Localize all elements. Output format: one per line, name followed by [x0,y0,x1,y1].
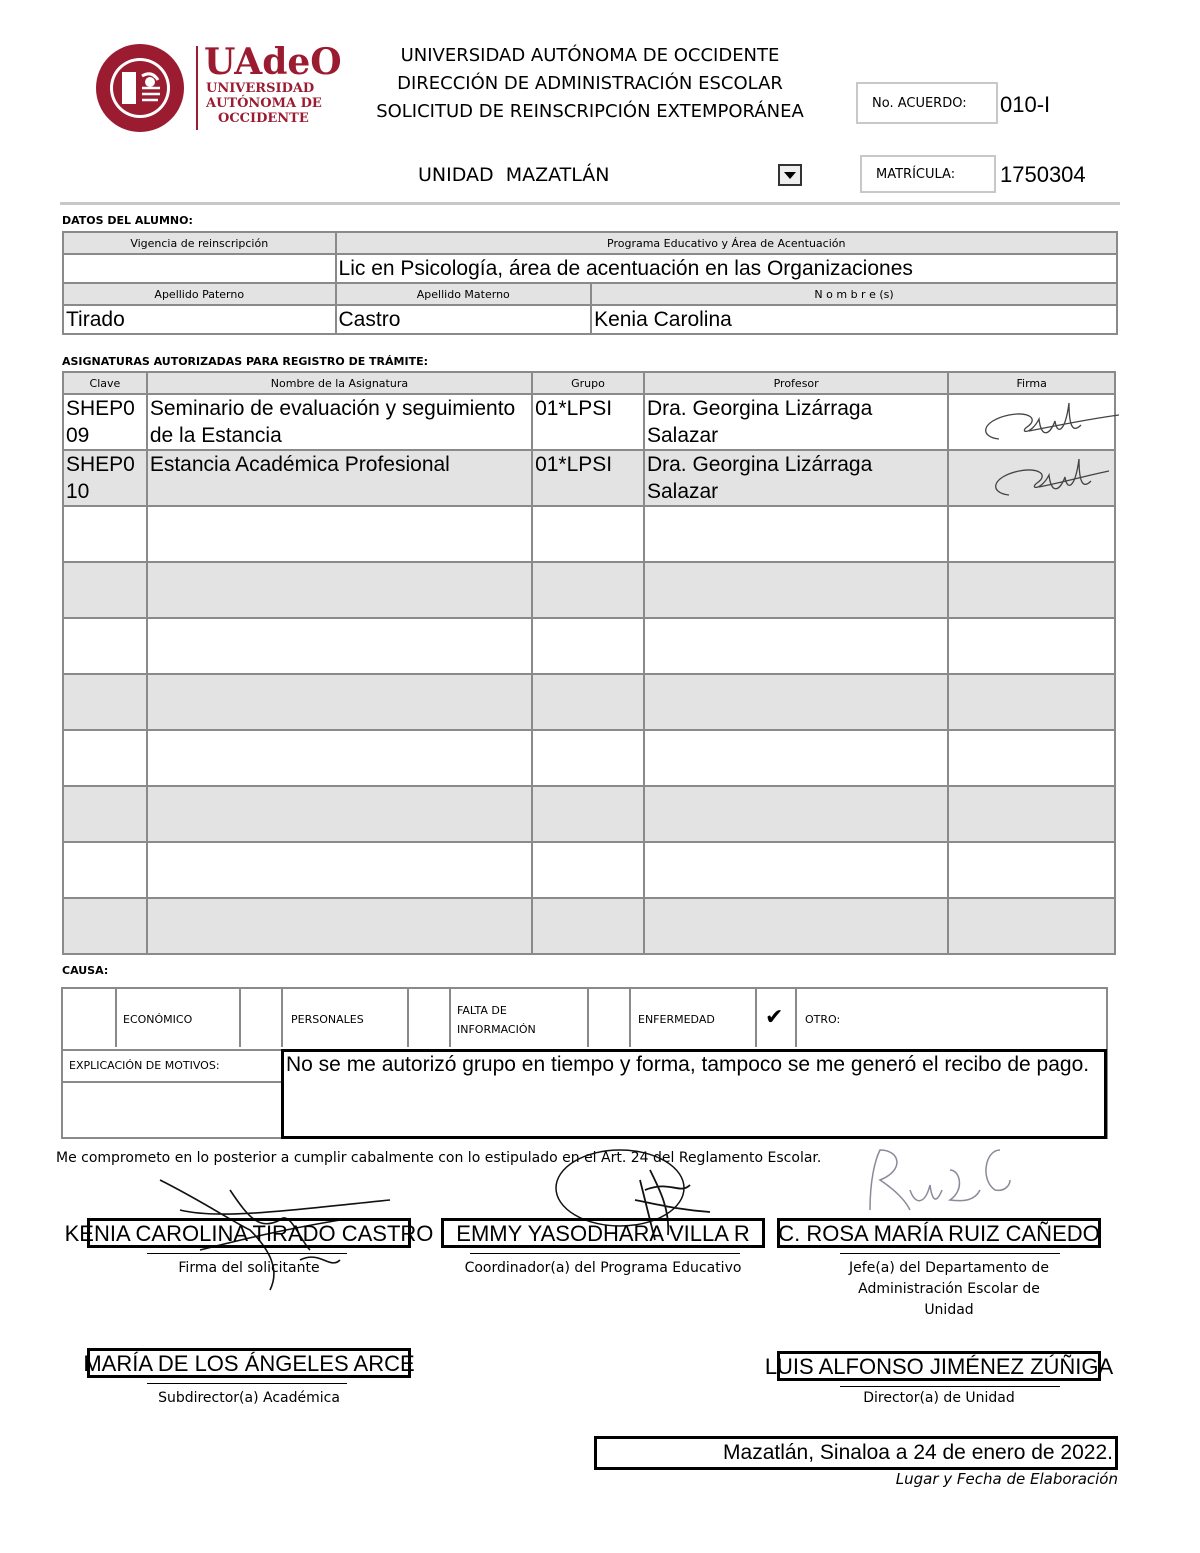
signature-line [840,1253,1060,1254]
grupo-cell[interactable] [532,730,644,786]
signature-role-jefe: Jefe(a) del Departamento de Administración Escolar de Unidad [849,1260,1049,1318]
signature-jefe-icon [850,1130,1030,1230]
profesor-cell[interactable] [644,842,948,898]
explicacion-label: EXPLICACIÓN DE MOTIVOS: [69,1059,220,1072]
table-row [63,506,1115,562]
nombre-cell[interactable] [147,730,532,786]
profesor-cell[interactable] [644,730,948,786]
table-row [63,618,1115,674]
grupo-cell[interactable] [532,562,644,618]
nombre-cell[interactable] [147,786,532,842]
signature-line [147,1253,347,1254]
student-section-label: DATOS DEL ALUMNO: [62,214,193,227]
signature-role-director: Director(a) de Unidad [863,1390,1015,1406]
nombre-field[interactable]: Kenia Carolina [591,305,1117,334]
unidad-value: UNIDAD MAZATLÁN [418,164,610,186]
logo-brand: UAdeO [204,41,342,83]
firma-cell[interactable] [948,674,1115,730]
grupo-cell[interactable] [532,842,644,898]
clave-cell[interactable] [63,842,147,898]
table-row [63,674,1115,730]
profesor-cell[interactable] [644,898,948,954]
matricula-label: MATRÍCULA: [860,155,996,193]
profesor-cell[interactable] [644,674,948,730]
firma-cell[interactable] [948,898,1115,954]
signature-name-subdirector[interactable]: MARÍA DE LOS ÁNGELES ARCE [87,1348,411,1378]
clave-cell[interactable] [63,786,147,842]
personales-label: PERSONALES [291,1013,364,1026]
explicacion-field[interactable] [281,1049,1107,1139]
student-table [62,231,1118,335]
grupo-cell[interactable] [532,786,644,842]
firma-cell[interactable] [948,394,1115,450]
firma-cell[interactable] [948,562,1115,618]
causa-box [61,987,1108,1139]
signature-name-jefe[interactable]: C. ROSA MARÍA RUIZ CAÑEDO [777,1218,1101,1248]
profesor-cell[interactable] [644,506,948,562]
nombre-cell[interactable] [147,618,532,674]
header-line2: DIRECCIÓN DE ADMINISTRACIÓN ESCOLAR [397,73,783,94]
firma-cell[interactable] [948,618,1115,674]
table-row [63,394,1115,450]
paterno-field[interactable]: Tirado [63,305,336,334]
acuerdo-value[interactable]: 010-I [1000,92,1051,117]
vigencia-header: Vigencia de reinscripción [63,232,336,254]
col-header-clave: Clave [63,372,147,394]
firma-cell[interactable] [948,730,1115,786]
acuerdo-label: No. ACUERDO: [856,82,998,124]
nombre-cell[interactable] [147,562,532,618]
grupo-cell[interactable] [532,506,644,562]
nombre-cell[interactable] [147,898,532,954]
programa-field[interactable]: Lic en Psicología, área de acentuación en las Organizaciones [336,254,1117,283]
clave-cell[interactable] [63,674,147,730]
materno-header: Apellido Materno [336,283,592,305]
falta-info-label: FALTA DE INFORMACIÓN [457,1004,536,1036]
profesor-cell[interactable] [644,786,948,842]
clave-cell[interactable]: SHEP0 10 [63,450,147,506]
enfermedad-label: ENFERMEDAD [638,1013,715,1026]
logo-line3: OCCIDENTE [218,111,309,126]
explicacion-text: No se me autorizó grupo en tiempo y forma, tampoco se me generó el recibo de pago. [286,1053,1090,1076]
university-logo [92,41,342,134]
signature-role-coordinador: Coordinador(a) del Programa Educativo [464,1260,742,1276]
logo-line1: UNIVERSIDAD [206,81,315,96]
nombre-cell[interactable]: Seminario de evaluación y seguimiento de la Estancia [147,394,532,450]
firma-cell[interactable] [948,786,1115,842]
table-row [63,562,1115,618]
otro-checkbox[interactable] [757,989,797,1047]
place-date-field[interactable] [594,1436,1118,1470]
subjects-table [62,371,1116,955]
commitment-text: Me comprometo en lo posterior a cumplir cabalmente con lo estipulado en el Art. 24 del Reglamento Escolar. [56,1150,822,1166]
clave-cell[interactable]: SHEP0 09 [63,394,147,450]
economico-checkbox[interactable] [63,989,117,1047]
grupo-cell[interactable]: 01*LPSI [532,394,644,450]
place-date-value: Mazatlán, Sinaloa a 24 de enero de 2022. [723,1441,1113,1464]
firma-cell[interactable] [948,506,1115,562]
chevron-down-icon[interactable] [778,164,802,186]
nombre-cell[interactable] [147,842,532,898]
falta-info-checkbox[interactable] [409,989,451,1047]
subjects-section-label: ASIGNATURAS AUTORIZADAS PARA REGISTRO DE TRÁMITE: [62,355,428,368]
explicacion-label-box-divider [63,1081,281,1083]
firma-cell[interactable] [948,842,1115,898]
document-header [350,42,830,126]
paterno-header: Apellido Paterno [63,283,336,305]
checkmark-icon: ✔ [765,1005,784,1030]
firma-cell[interactable] [948,450,1115,506]
clave-cell[interactable] [63,562,147,618]
profesor-cell[interactable]: Dra. Georgina Lizárraga Salazar [644,394,948,450]
economico-label: ECONÓMICO [123,1013,193,1026]
causa-options-row [63,989,1106,1051]
table-row [63,898,1115,954]
table-row [63,450,1115,506]
otro-label: OTRO: [805,1013,841,1026]
causa-section-label: CAUSA: [62,964,109,977]
matricula-value[interactable]: 1750304 [1000,162,1086,187]
place-date-label: Lugar y Fecha de Elaboración [895,1470,1118,1488]
signature-role-subdirector: Subdirector(a) Académica [158,1390,340,1406]
grupo-cell[interactable]: 01*LPSI [532,450,644,506]
grupo-cell[interactable] [532,618,644,674]
nombre-cell[interactable]: Estancia Académica Profesional [147,450,532,506]
grupo-cell[interactable] [532,674,644,730]
table-row [63,842,1115,898]
nombre-cell[interactable] [147,674,532,730]
programa-header: Programa Educativo y Área de Acentuación [336,232,1117,254]
personales-checkbox[interactable] [241,989,283,1047]
col-header-profesor: Profesor [644,372,948,394]
profesor-cell[interactable] [644,618,948,674]
col-header-nombre: Nombre de la Asignatura [147,372,532,394]
clave-cell[interactable] [63,898,147,954]
header-line1: UNIVERSIDAD AUTÓNOMA DE OCCIDENTE [400,45,780,66]
header-line3: SOLICITUD DE REINSCRIPCIÓN EXTEMPORÁNEA [376,101,804,122]
clave-cell[interactable] [63,618,147,674]
materno-field[interactable]: Castro [336,305,592,334]
col-header-firma: Firma [948,372,1115,394]
nombre-header: N o m b r e (s) [591,283,1117,305]
grupo-cell[interactable] [532,898,644,954]
signature-name-coordinador[interactable]: EMMY YASODHARA VILLA R [441,1218,765,1248]
col-header-grupo: Grupo [532,372,644,394]
signature-icon [969,397,1129,449]
unidad-select[interactable] [418,162,818,192]
signature-role-solicitante: Firma del solicitante [178,1260,320,1276]
table-row [63,730,1115,786]
enfermedad-checkbox[interactable] [589,989,631,1047]
nombre-cell[interactable] [147,506,532,562]
signature-line [840,1386,1060,1387]
profesor-cell[interactable]: Dra. Georgina Lizárraga Salazar [644,450,948,506]
signature-name-director[interactable]: LUIS ALFONSO JIMÉNEZ ZÚÑIGA [777,1351,1101,1381]
clave-cell[interactable] [63,506,147,562]
signature-icon [979,453,1139,505]
signature-name-solicitante[interactable]: KENIA CAROLINA TIRADO CASTRO [87,1218,411,1248]
signature-line [470,1253,740,1254]
clave-cell[interactable] [63,730,147,786]
header-divider [60,202,1120,205]
vigencia-field[interactable] [63,254,336,283]
university-seal-icon [92,42,188,134]
profesor-cell[interactable] [644,562,948,618]
logo-line2: AUTÓNOMA DE [206,96,322,111]
logo-divider [196,46,198,130]
signature-line [147,1383,347,1384]
table-row [63,786,1115,842]
